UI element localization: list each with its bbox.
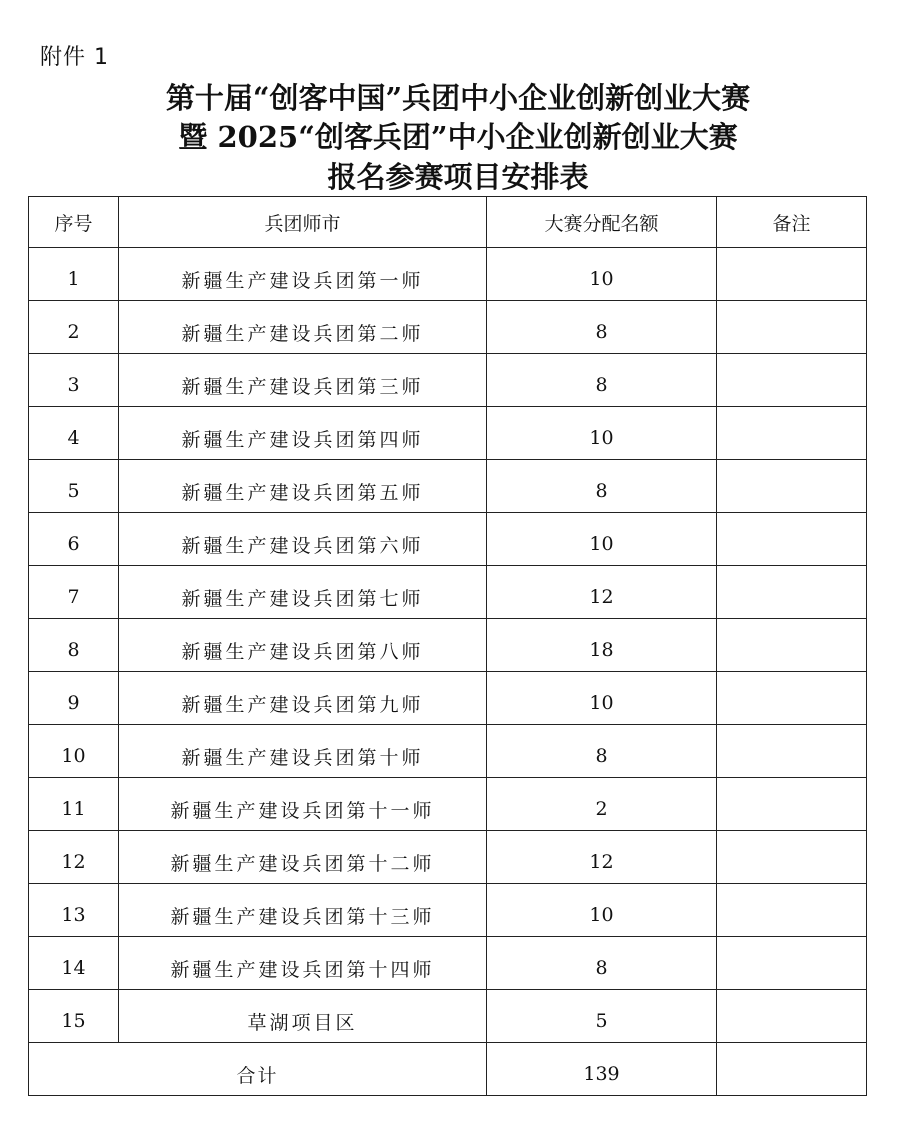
row-quota-cell: 10 (487, 672, 717, 725)
total-remark (717, 1043, 867, 1096)
row-quota-cell: 10 (487, 513, 717, 566)
row-quota-cell: 10 (487, 407, 717, 460)
document-title-line-1: 第十届“创客中国”兵团中小企业创新创业大赛 (165, 81, 751, 115)
row-index-cell: 8 (29, 619, 119, 672)
row-remark-cell (717, 778, 867, 831)
attachment-label: 附件 1 (40, 45, 109, 70)
row-remark-cell (717, 354, 867, 407)
table-row (29, 778, 867, 831)
table-total-row (29, 1043, 867, 1096)
row-index-cell: 3 (29, 354, 119, 407)
table-row (29, 407, 867, 460)
header-index: 序号 (29, 197, 119, 248)
table-row (29, 672, 867, 725)
row-quota-cell: 8 (487, 354, 717, 407)
row-unit-cell: 新疆生产建设兵团第十一师 (119, 778, 487, 831)
row-unit-cell: 新疆生产建设兵团第七师 (119, 566, 487, 619)
row-quota-cell: 8 (487, 725, 717, 778)
row-unit-cell: 新疆生产建设兵团第十二师 (119, 831, 487, 884)
row-unit-cell: 新疆生产建设兵团第三师 (119, 354, 487, 407)
row-unit-cell: 新疆生产建设兵团第十四师 (119, 937, 487, 990)
row-unit-cell: 草湖项目区 (119, 990, 487, 1043)
table-row (29, 301, 867, 354)
row-remark-cell (717, 248, 867, 301)
row-index-cell: 9 (29, 672, 119, 725)
row-index-cell: 4 (29, 407, 119, 460)
table-row (29, 460, 867, 513)
row-index-cell: 10 (29, 725, 119, 778)
document-title-line-2: 暨 2025“创客兵团”中小企业创新创业大赛 (178, 120, 738, 154)
row-remark-cell (717, 937, 867, 990)
row-unit-cell: 新疆生产建设兵团第二师 (119, 301, 487, 354)
total-quota: 139 (487, 1043, 717, 1096)
row-index-cell: 6 (29, 513, 119, 566)
row-remark-cell (717, 990, 867, 1043)
row-index-cell: 5 (29, 460, 119, 513)
quota-table (28, 196, 867, 1096)
row-quota-cell: 8 (487, 937, 717, 990)
row-index-cell: 1 (29, 248, 119, 301)
row-index-cell: 2 (29, 301, 119, 354)
row-quota-cell: 8 (487, 460, 717, 513)
row-index-cell: 11 (29, 778, 119, 831)
row-quota-cell: 18 (487, 619, 717, 672)
row-remark-cell (717, 672, 867, 725)
table-row (29, 831, 867, 884)
row-unit-cell: 新疆生产建设兵团第十三师 (119, 884, 487, 937)
row-remark-cell (717, 301, 867, 354)
row-quota-cell: 2 (487, 778, 717, 831)
row-remark-cell (717, 513, 867, 566)
row-remark-cell (717, 407, 867, 460)
table-body (29, 248, 867, 1043)
row-quota-cell: 12 (487, 831, 717, 884)
row-remark-cell (717, 884, 867, 937)
row-index-cell: 13 (29, 884, 119, 937)
row-unit-cell: 新疆生产建设兵团第一师 (119, 248, 487, 301)
row-unit-cell: 新疆生产建设兵团第十师 (119, 725, 487, 778)
row-index-cell: 7 (29, 566, 119, 619)
header-quota: 大赛分配名额 (487, 197, 717, 248)
header-unit: 兵团师市 (119, 197, 487, 248)
table-row (29, 884, 867, 937)
table-row (29, 990, 867, 1043)
header-remark: 备注 (717, 197, 867, 248)
table-header-row (29, 197, 867, 248)
table-row (29, 619, 867, 672)
row-quota-cell: 10 (487, 884, 717, 937)
table-row (29, 566, 867, 619)
row-quota-cell: 10 (487, 248, 717, 301)
row-unit-cell: 新疆生产建设兵团第八师 (119, 619, 487, 672)
row-unit-cell: 新疆生产建设兵团第五师 (119, 460, 487, 513)
table-row (29, 937, 867, 990)
row-unit-cell: 新疆生产建设兵团第九师 (119, 672, 487, 725)
row-remark-cell (717, 725, 867, 778)
row-quota-cell: 12 (487, 566, 717, 619)
table-row (29, 354, 867, 407)
row-remark-cell (717, 619, 867, 672)
table-row (29, 725, 867, 778)
row-quota-cell: 5 (487, 990, 717, 1043)
row-unit-cell: 新疆生产建设兵团第四师 (119, 407, 487, 460)
row-unit-cell: 新疆生产建设兵团第六师 (119, 513, 487, 566)
table-row (29, 248, 867, 301)
row-quota-cell: 8 (487, 301, 717, 354)
row-remark-cell (717, 831, 867, 884)
row-index-cell: 15 (29, 990, 119, 1043)
row-remark-cell (717, 566, 867, 619)
total-label: 合计 (29, 1043, 487, 1096)
row-index-cell: 14 (29, 937, 119, 990)
table-row (29, 513, 867, 566)
document-title-line-3: 报名参赛项目安排表 (327, 160, 589, 194)
row-index-cell: 12 (29, 831, 119, 884)
row-remark-cell (717, 460, 867, 513)
